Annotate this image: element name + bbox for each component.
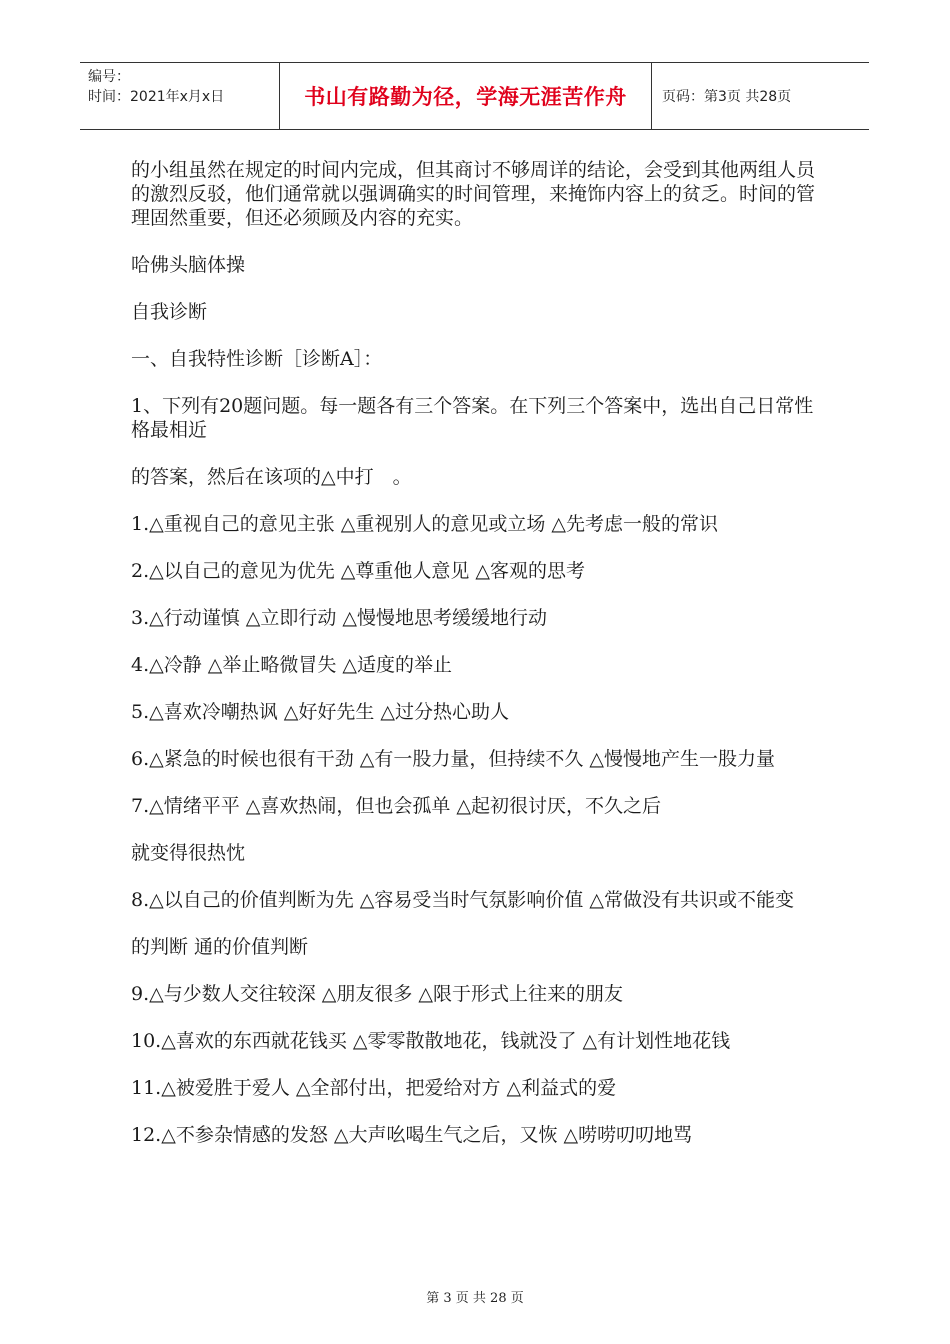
question-item: 5.△喜欢冷嘲热讽 △好好先生 △过分热心助人 — [131, 701, 510, 723]
question-item: 3.△行动谨慎 △立即行动 △慢慢地思考缓缓地行动 — [131, 607, 548, 629]
page-footer: 第 3 页 共 28 页 — [426, 1291, 524, 1306]
question-item: 9.△与少数人交往较深 △朋友很多 △限于形式上往来的朋友 — [131, 983, 624, 1005]
instruction-paragraph: 1、下列有20题问题。每一题各有三个答案。在下列三个答案中，选出自己日常性格最相近 — [131, 395, 814, 441]
header-meta — [80, 63, 280, 129]
question-item-continuation: 的判断 通的价值判断 — [131, 936, 309, 958]
question-item: 1.△重视自己的意见主张 △重视别人的意见或立场 △先考虑一般的常识 — [131, 513, 719, 535]
question-item: 2.△以自己的意见为优先 △尊重他人意见 △客观的思考 — [131, 560, 586, 582]
question-item: 6.△紧急的时候也很有干劲 △有一股力量，但持续不久 △慢慢地产生一股力量 — [131, 748, 776, 770]
page-header — [80, 62, 869, 130]
question-item: 8.△以自己的价值判断为先 △容易受当时气氛影响价值 △常做没有共识或不能变 — [131, 889, 795, 911]
document-number-label: 编号： — [88, 69, 130, 85]
document-body — [131, 158, 821, 1170]
header-page-info: 页码：第3页 共28页 — [662, 89, 792, 105]
section-title: 哈佛头脑体操 — [131, 254, 246, 276]
section-title: 自我诊断 — [131, 301, 208, 323]
question-item-continuation: 就变得很热忱 — [131, 842, 246, 864]
question-item: 7.△情绪平平 △喜欢热闹，但也会孤单 △起初很讨厌，不久之后 — [131, 795, 662, 817]
section-heading: 一、自我特性诊断［诊断A］： — [131, 348, 383, 370]
question-item: 4.△冷静 △举止略微冒失 △适度的举止 — [131, 654, 453, 676]
question-item: 11.△被爱胜于爱人 △全部付出，把爱给对方 △利益式的爱 — [131, 1077, 617, 1099]
instruction-paragraph: 的答案，然后在该项的△中打 。 — [131, 466, 412, 488]
body-paragraph: 的小组虽然在规定的时间内完成，但其商讨不够周详的结论，会受到其他两组人员的激烈反驳，他们通常就以强调确实的时间管理，来掩饰内容上的贫乏。时间的管理固然重要，但还必须顾及内容的充实。 — [131, 159, 816, 229]
question-item: 10.△喜欢的东西就花钱买 △零零散散地花，钱就没了 △有计划性地花钱 — [131, 1030, 731, 1052]
header-motto: 书山有路勤为径，学海无涯苦作舟 — [280, 63, 652, 129]
question-item: 12.△不参杂情感的发怒 △大声吆喝生气之后，又恢 △唠唠叨叨地骂 — [131, 1124, 693, 1146]
document-time-label: 时间：2021年x月x日 — [88, 89, 225, 105]
